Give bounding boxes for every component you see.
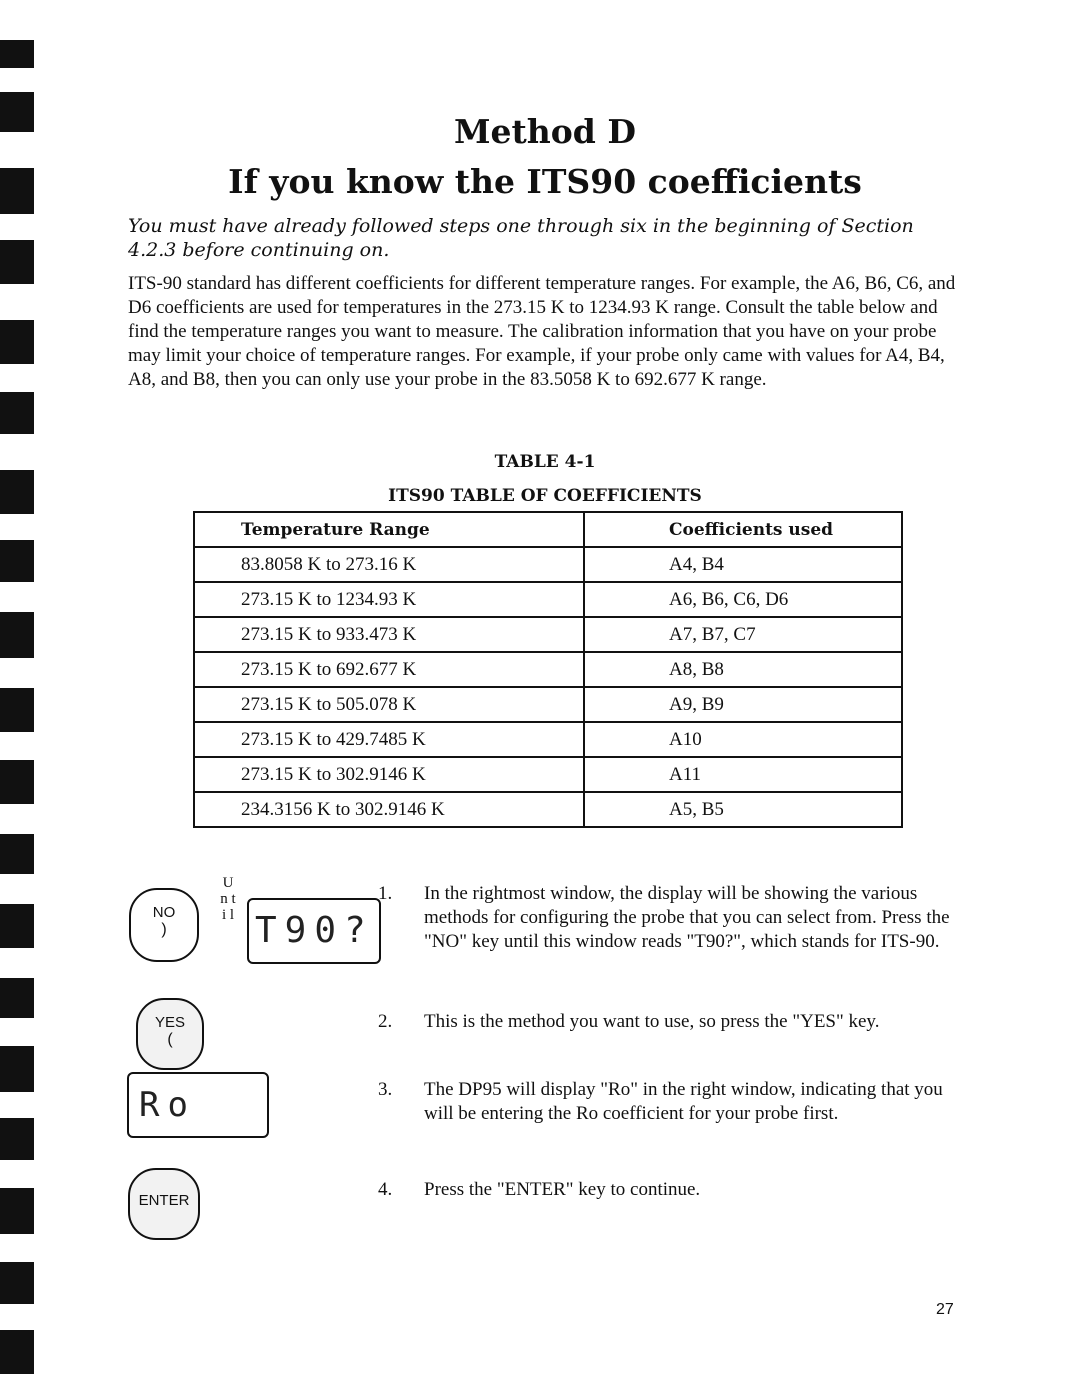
coefficient-cell: A10 — [584, 722, 902, 757]
header-temperature-range: Temperature Range — [194, 512, 584, 547]
enter-key-icon — [128, 1168, 200, 1240]
yes-key-symbol: ( — [167, 1031, 173, 1048]
step-2 — [378, 1010, 958, 1034]
range-cell: 273.15 K to 692.677 K — [194, 652, 584, 687]
range-cell: 83.8058 K to 273.16 K — [194, 547, 584, 582]
step-3 — [378, 1078, 958, 1126]
page-subtitle: If you know the ITS90 coefficients — [228, 162, 862, 201]
coefficient-cell: A5, B5 — [584, 792, 902, 827]
no-key-label: NO — [152, 904, 176, 921]
step-text: The DP95 will display "Ro" in the right window, indicating that you will be entering the Ro coefficient for your probe first. — [424, 1079, 943, 1124]
step-text: This is the method you want to use, so press the "YES" key. — [424, 1011, 880, 1032]
range-cell: 273.15 K to 429.7485 K — [194, 722, 584, 757]
table-row — [194, 792, 902, 827]
coefficient-cell: A4, B4 — [584, 547, 902, 582]
step-4 — [378, 1178, 958, 1202]
step-1 — [378, 882, 958, 954]
range-cell: 273.15 K to 505.078 K — [194, 687, 584, 722]
coefficient-cell: A11 — [584, 757, 902, 792]
table-title: ITS90 TABLE OF COEFFICIENTS — [388, 486, 702, 506]
table-row — [194, 617, 902, 652]
table-row — [194, 722, 902, 757]
binding-edge — [0, 0, 44, 1397]
step-number: 1. — [378, 883, 393, 904]
coefficient-cell: A6, B6, C6, D6 — [584, 582, 902, 617]
until-label: U n t i l — [220, 875, 236, 923]
coefficient-cell: A7, B7, C7 — [584, 617, 902, 652]
step-number: 3. — [378, 1079, 393, 1100]
range-cell: 273.15 K to 302.9146 K — [194, 757, 584, 792]
yes-key-label: YES — [154, 1014, 185, 1031]
table-number: TABLE 4-1 — [494, 452, 596, 472]
coefficient-cell: A9, B9 — [584, 687, 902, 722]
no-key-symbol: ) — [161, 921, 167, 938]
enter-key-label: ENTER — [138, 1192, 190, 1209]
yes-key-icon — [136, 998, 204, 1070]
lcd-display-t90: T90? — [247, 898, 381, 964]
table-row — [194, 582, 902, 617]
table-row — [194, 547, 902, 582]
step-number: 2. — [378, 1011, 393, 1032]
coefficient-cell: A8, B8 — [584, 652, 902, 687]
step-number: 4. — [378, 1179, 393, 1200]
range-cell: 273.15 K to 933.473 K — [194, 617, 584, 652]
coefficients-table — [193, 511, 903, 828]
prerequisite-note: You must have already followed steps one through six in the beginning of Section 4.2.3 before continuing on. — [128, 215, 914, 261]
lcd-display-ro: Ro — [127, 1072, 269, 1138]
table-row — [194, 652, 902, 687]
range-cell: 273.15 K to 1234.93 K — [194, 582, 584, 617]
range-cell: 234.3156 K to 302.9146 K — [194, 792, 584, 827]
page-number: 27 — [936, 1301, 954, 1318]
header-coefficients-used: Coefficients used — [584, 512, 902, 547]
table-header-row — [194, 512, 902, 547]
page-title: Method D — [454, 112, 636, 151]
step-text: In the rightmost window, the display will be showing the various methods for configuring the probe that you can select from. Press the "NO" key until this window reads "T90?", which stands for ITS-90. — [424, 883, 950, 952]
table-row — [194, 687, 902, 722]
no-key-icon — [129, 888, 199, 962]
intro-paragraph: ITS-90 standard has different coefficients for different temperature ranges. For example, the A6, B6, C6, and D6 coefficients are used for temperatures in the 273.15 K to 1234.93 K range. Consult the table below and find the temperature ranges you want to measure. The calibration information that you have on your probe may limit your choice of temperature ranges. For example, if your probe only came with values for A4, B4, A8, and B8, then you can only use your probe in the 83.5058 K to 692.677 K range. — [128, 273, 956, 390]
table-row — [194, 757, 902, 792]
step-text: Press the "ENTER" key to continue. — [424, 1179, 701, 1200]
